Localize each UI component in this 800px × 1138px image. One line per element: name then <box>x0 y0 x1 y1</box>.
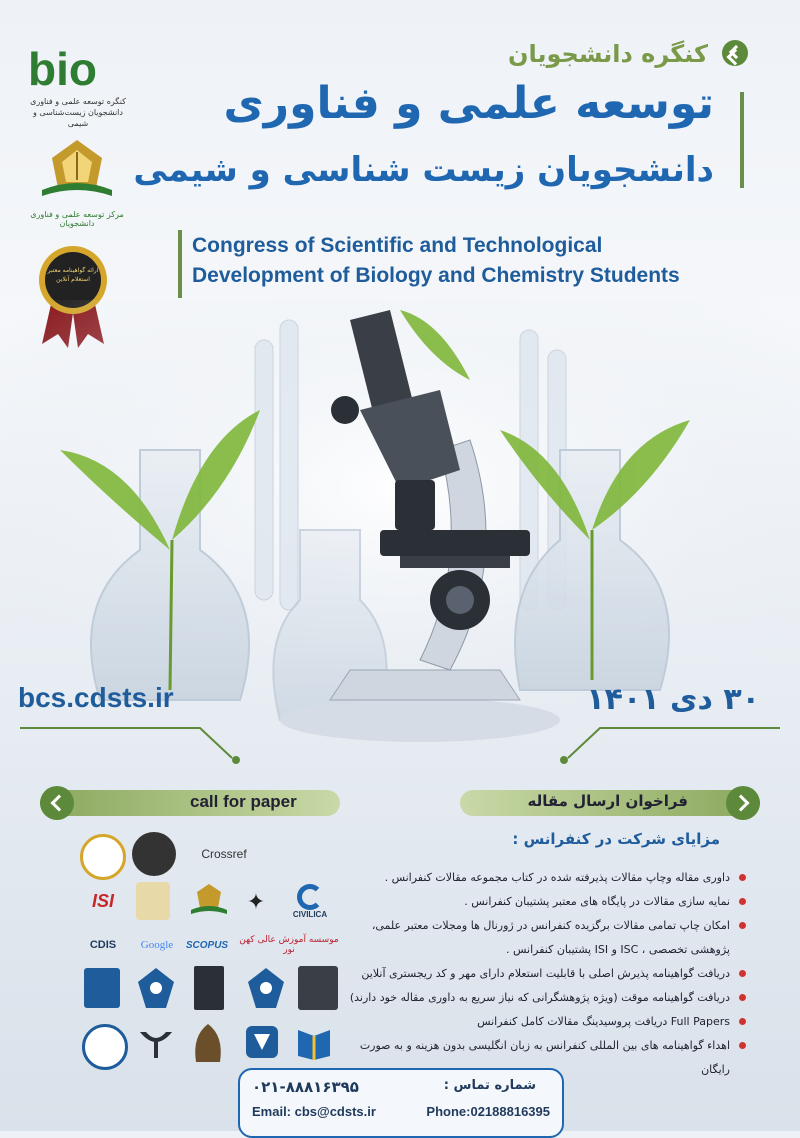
benefits-list <box>346 866 746 1082</box>
benefits-title: مزایای شرکت در کنفرانس : <box>512 830 720 848</box>
contact-phone-fa[interactable]: ۰۲۱-۸۸۸۱۶۳۹۵ <box>252 1078 359 1096</box>
english-title-line1: Congress of Scientific and Technological <box>192 234 603 257</box>
tower-emblem-icon <box>194 966 224 1010</box>
pen-book-small-icon <box>188 880 230 920</box>
benefit-item: اهداء گواهینامه های بین المللی کنفرانس به زبان انگلیسی بدون هزینه و به صورت رایگان <box>346 1034 746 1082</box>
congress-supertitle: کنگره دانشجویان <box>508 40 708 68</box>
persian-title-line2: دانشجویان زیست شناسی و شیمی <box>133 150 714 190</box>
center-logo-caption: مرکز توسعه علمی و فناوری دانشجویان <box>30 210 124 228</box>
benefit-item: Full Papers دریافت پروسیدینگ مقالات کامل کنفرانس <box>346 1010 746 1034</box>
isi-logo: ISI <box>91 890 114 911</box>
crossref-logo: Crossref <box>201 847 247 861</box>
civilica-label: CIVILICA <box>292 909 328 919</box>
bio-logo <box>28 43 128 129</box>
badge-text-line1: ارائه گواهینامه معتبر <box>47 267 99 274</box>
bio-caption-line1: کنگره توسعه علمی و فناوری <box>30 97 126 106</box>
benefit-item: دریافت گواهینامه پذیرش اصلی با قابلیت استعلام دارای مهر و کد ریجستری آنلاین <box>346 962 746 986</box>
contact-label: شماره تماس : <box>443 1078 536 1093</box>
scopus-logo: SCOPUS <box>185 939 229 951</box>
chevron-left-icon <box>40 786 74 820</box>
civilica-c-icon <box>297 884 323 910</box>
book-emblem-icon <box>84 968 120 1008</box>
chevron-circle-icon <box>722 40 748 66</box>
institute-logo: موسسه آموزش عالی کهن نور <box>239 935 339 955</box>
contact-phone-en[interactable]: Phone:02188816395 <box>426 1104 550 1119</box>
bio-logo-word: bio <box>28 43 97 95</box>
round-seal-icon <box>82 1024 128 1070</box>
bio-caption-line2: دانشجویان زیست‌شناسی و شیمی <box>33 108 123 128</box>
benefit-item: داوری مقاله وچاپ مقالات پذیرفته شده در کتاب مجموعه مقالات کنفرانس . <box>346 866 746 890</box>
bio-logo-caption <box>28 96 128 129</box>
google-logo: Google <box>140 939 174 951</box>
letter-emblem-icon <box>242 1022 282 1062</box>
benefit-item: نمایه سازی مقالات در پایگاه های معتبر پشتیبان کنفرانس . <box>346 890 746 914</box>
civilica-logo <box>282 880 338 922</box>
calligraphy-logo-icon: ✦ <box>246 889 266 915</box>
title-accent-bar <box>740 92 744 188</box>
chevron-right-icon <box>726 786 760 820</box>
calligraphy-seal-icon <box>298 966 338 1010</box>
contact-email[interactable]: Email: cbs@cdsts.ir <box>252 1104 376 1119</box>
benefit-item: امکان چاپ تمامی مقالات برگزیده کنفرانس در ژورنال ها ومجلات معتبر علمی، <box>346 914 746 938</box>
bird-emblem-icon <box>136 1022 176 1062</box>
center-logo <box>22 136 132 228</box>
mosque-emblem-icon <box>190 1022 226 1064</box>
call-for-paper-label: call for paper <box>190 792 297 811</box>
call-for-paper-fa-label: فراخوان ارسال مقاله <box>527 792 688 810</box>
persian-title-line1: توسعه علمی و فناوری <box>223 78 714 129</box>
gear-emblem-icon <box>132 832 176 876</box>
azad-university-2-icon <box>246 966 286 1010</box>
benefit-item: دریافت گواهینامه موقت (ویژه پژوهشگرانی که نیاز سریع به داوری مقاله خود دارند) <box>346 986 746 1010</box>
sponsor-logos-grid <box>76 828 346 1088</box>
english-accent-bar <box>178 230 182 298</box>
book-logo-icon <box>294 1022 334 1062</box>
cdis-logo: CDIS <box>89 939 117 951</box>
event-date: ۳۰ دی ۱۴۰۱ <box>586 682 760 717</box>
english-title-line2: Development of Biology and Chemistry Students <box>192 264 680 287</box>
contact-box <box>238 1068 564 1138</box>
benefit-item-continued: پژوهشی تخصصی ، ISC و ISI پشتیبان کنفرانس . <box>506 943 730 956</box>
website-url[interactable]: bcs.cdsts.ir <box>18 682 174 713</box>
university-seal-icon <box>80 834 126 880</box>
azad-university-icon <box>136 966 176 1010</box>
pen-book-emblem-icon <box>32 136 122 204</box>
scroll-emblem-icon <box>136 882 170 920</box>
badge-text <box>46 266 100 284</box>
badge-text-line2: استعلام آنلاین <box>56 276 90 283</box>
